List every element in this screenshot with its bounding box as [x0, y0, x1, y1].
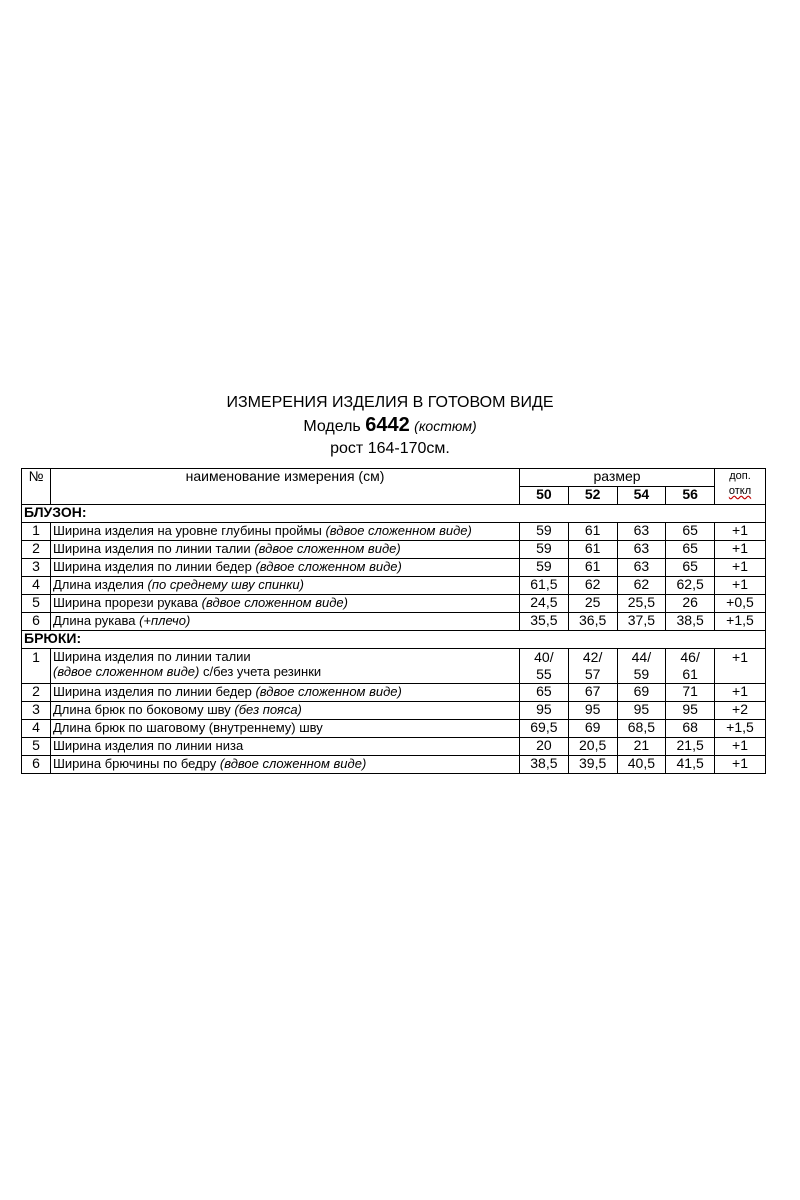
- size-value: [666, 720, 715, 738]
- measurement-hint: (вдвое сложенном виде): [254, 541, 401, 556]
- size-value-line: 61,5: [530, 576, 558, 592]
- size-value: [568, 649, 617, 684]
- size-value-line: 59: [536, 522, 552, 538]
- tolerance-label-2: откл: [728, 485, 752, 497]
- size-value-line: 61: [584, 558, 601, 574]
- size-value: [568, 541, 617, 559]
- size-value: [520, 613, 569, 631]
- size-value-line: 69,5: [530, 719, 558, 735]
- size-value: [666, 684, 715, 702]
- measurement-label: Длина брюк по боковому шву: [53, 702, 231, 717]
- size-value-line: 59: [536, 558, 552, 574]
- size-value: [617, 595, 666, 613]
- col-name-header: наименование измерения (см): [51, 469, 520, 505]
- size-value-line: 63: [633, 522, 650, 538]
- measurement-name: [51, 559, 520, 577]
- measurement-hint: (вдвое сложенном виде): [255, 684, 402, 699]
- measurement-label: Ширина изделия по линии низа: [53, 738, 244, 753]
- tolerance-value: +1: [715, 738, 766, 756]
- table-row: [22, 595, 766, 613]
- table-row: [22, 523, 766, 541]
- size-value-line: 63: [633, 540, 650, 556]
- measurement-label: Ширина прорези рукава: [53, 595, 198, 610]
- size-value: [617, 649, 666, 684]
- measurement-name: [51, 541, 520, 559]
- size-value: [520, 720, 569, 738]
- measurement-label: Длина изделия: [53, 577, 144, 592]
- table-header-row: [22, 469, 766, 487]
- size-value-line: 39,5: [579, 755, 607, 771]
- size-value: [617, 523, 666, 541]
- measurement-label: Ширина брючины по бедру: [53, 756, 217, 771]
- size-value: [520, 541, 569, 559]
- size-value-line: 67: [584, 683, 601, 699]
- size-value: [568, 595, 617, 613]
- table-row: [22, 756, 766, 774]
- row-number: 5: [22, 595, 51, 613]
- measurement-name: [51, 595, 520, 613]
- tolerance-value: +1: [715, 577, 766, 595]
- table-row: [22, 720, 766, 738]
- size-value-line: 61: [584, 540, 601, 556]
- row-number: 6: [22, 756, 51, 774]
- row-number: 5: [22, 738, 51, 756]
- size-value-line: 40,5: [627, 755, 655, 771]
- measurement-hint: (+плечо): [139, 613, 191, 628]
- size-value-line: 69: [633, 683, 650, 699]
- size-value: [666, 595, 715, 613]
- section-row: [22, 631, 766, 649]
- document-header: [0, 392, 780, 460]
- size-52-header: 52: [568, 487, 617, 505]
- size-value-line: 21,5: [676, 737, 704, 753]
- size-value-line: 68,5: [627, 719, 655, 735]
- row-number: 2: [22, 541, 51, 559]
- measurement-hint: (вдвое сложенном виде): [201, 595, 348, 610]
- measurement-hint-tail: с/без учета резинки: [202, 664, 322, 679]
- measurement-hint: (вдвое сложенном виде): [53, 664, 200, 679]
- size-value-line: 69: [584, 719, 601, 735]
- size-value: [520, 702, 569, 720]
- measurement-hint: (вдвое сложенном виде): [219, 756, 367, 771]
- tolerance-value: +1: [715, 684, 766, 702]
- size-value: [666, 613, 715, 631]
- size-value: [617, 756, 666, 774]
- size-value: [666, 541, 715, 559]
- model-note: (костюм): [414, 418, 477, 434]
- size-value-line: 44/: [631, 649, 652, 665]
- size-value: [568, 523, 617, 541]
- size-50-header: 50: [520, 487, 569, 505]
- size-value-line2: 57: [584, 666, 601, 682]
- row-number: 3: [22, 559, 51, 577]
- model-line: [0, 414, 780, 438]
- size-value-line: 36,5: [579, 612, 607, 628]
- tolerance-value: +1,5: [715, 613, 766, 631]
- size-value-line: 24,5: [530, 594, 558, 610]
- measurement-label: Ширина изделия по линии талии: [53, 541, 251, 556]
- size-value-line2: 59: [633, 666, 650, 682]
- size-value-line: 25,5: [627, 594, 655, 610]
- size-value-line: 62,5: [676, 576, 704, 592]
- measurement-name: [51, 577, 520, 595]
- size-value-line: 20,5: [579, 737, 607, 753]
- size-value: [666, 649, 715, 684]
- size-value: [617, 720, 666, 738]
- row-number: 1: [22, 649, 51, 684]
- size-value-line: 40/: [534, 649, 554, 665]
- size-value-line: 26: [682, 594, 698, 610]
- tolerance-value: +1: [715, 559, 766, 577]
- size-value-line: 62: [584, 576, 601, 592]
- size-value: [617, 559, 666, 577]
- col-size-header: размер: [520, 469, 715, 487]
- size-56-header: 56: [666, 487, 715, 505]
- tolerance-value: +1: [715, 649, 766, 684]
- size-value: [666, 559, 715, 577]
- row-number: 3: [22, 702, 51, 720]
- col-number-header: №: [22, 469, 51, 505]
- measurement-label: Длина брюк по шаговому (внутреннему) шву: [53, 720, 323, 735]
- size-value: [520, 577, 569, 595]
- size-value: [568, 613, 617, 631]
- size-value: [520, 738, 569, 756]
- row-number: 4: [22, 577, 51, 595]
- measurement-label: Ширина изделия по линии бедер: [53, 684, 252, 699]
- size-value: [666, 738, 715, 756]
- size-value-line2: 61: [682, 666, 698, 682]
- size-value-line: 65: [682, 522, 698, 538]
- measurement-label: Ширина изделия на уровне глубины проймы: [53, 523, 322, 538]
- tolerance-value: +2: [715, 702, 766, 720]
- table-row: [22, 613, 766, 631]
- size-value: [520, 523, 569, 541]
- size-value-line: 38,5: [530, 755, 558, 771]
- size-value: [568, 559, 617, 577]
- tolerance-label-1: доп.: [729, 470, 751, 482]
- tolerance-value: +1: [715, 523, 766, 541]
- size-value-line: 95: [682, 701, 698, 717]
- size-value-line: 65: [682, 558, 698, 574]
- height-range: рост 164-170см.: [330, 440, 450, 457]
- measurement-table: [21, 468, 766, 774]
- size-value: [520, 649, 569, 684]
- size-value: [568, 577, 617, 595]
- measurement-hint: (без пояса): [234, 702, 302, 717]
- size-value-line: 38,5: [676, 612, 704, 628]
- tolerance-value: +0,5: [715, 595, 766, 613]
- section-title: БРЮКИ:: [22, 631, 766, 649]
- size-value: [568, 720, 617, 738]
- measurement-hint: (вдвое сложенном виде): [325, 523, 472, 538]
- measurement-name: [51, 523, 520, 541]
- table-row: [22, 738, 766, 756]
- model-number: 6442: [365, 414, 410, 436]
- size-value: [568, 756, 617, 774]
- size-value-line: 41,5: [676, 755, 704, 771]
- row-number: 2: [22, 684, 51, 702]
- size-value-line: 95: [584, 701, 601, 717]
- size-value: [520, 595, 569, 613]
- size-value: [520, 684, 569, 702]
- size-value: [520, 756, 569, 774]
- tolerance-value: +1,5: [715, 720, 766, 738]
- measurement-name: [51, 756, 520, 774]
- size-value: [617, 613, 666, 631]
- size-value-line: 95: [536, 701, 552, 717]
- size-value-line: 25: [584, 594, 601, 610]
- table-row: [22, 559, 766, 577]
- size-value: [666, 756, 715, 774]
- table-row: [22, 649, 766, 684]
- size-value-line: 46/: [680, 649, 700, 665]
- table-row: [22, 702, 766, 720]
- size-value-line: 95: [633, 701, 650, 717]
- size-value: [617, 702, 666, 720]
- size-value-line: 71: [682, 683, 698, 699]
- size-value: [617, 738, 666, 756]
- document-title: ИЗМЕРЕНИЯ ИЗДЕЛИЯ В ГОТОВОМ ВИДЕ: [226, 394, 554, 411]
- size-value-line: 65: [536, 683, 552, 699]
- size-value-line: 20: [536, 737, 552, 753]
- measurement-name: [51, 720, 520, 738]
- measurement-name: [51, 702, 520, 720]
- size-value-line: 42/: [582, 649, 603, 665]
- table-row: [22, 541, 766, 559]
- measurement-label: Длина рукава: [53, 613, 136, 628]
- size-value-line: 37,5: [627, 612, 655, 628]
- size-value-line: 35,5: [530, 612, 558, 628]
- row-number: 6: [22, 613, 51, 631]
- measurement-label: Ширина изделия по линии талии: [53, 649, 251, 664]
- measurement-name: [51, 684, 520, 702]
- size-value-line: 63: [633, 558, 650, 574]
- measurement-name: [51, 649, 520, 684]
- size-value: [666, 702, 715, 720]
- size-value: [617, 684, 666, 702]
- size-value: [568, 684, 617, 702]
- section-row: [22, 505, 766, 523]
- tolerance-value: +1: [715, 756, 766, 774]
- row-number: 4: [22, 720, 51, 738]
- table-row: [22, 684, 766, 702]
- size-value: [568, 702, 617, 720]
- size-54-header: 54: [617, 487, 666, 505]
- size-value-line2: 55: [536, 666, 552, 682]
- size-value-line: 61: [584, 522, 601, 538]
- tolerance-value: +1: [715, 541, 766, 559]
- size-value: [568, 738, 617, 756]
- model-prefix: Модель: [303, 418, 361, 435]
- size-value: [520, 559, 569, 577]
- section-title: БЛУЗОН:: [22, 505, 766, 523]
- row-number: 1: [22, 523, 51, 541]
- table-row: [22, 577, 766, 595]
- measurement-hint: (по среднему шву спинки): [147, 577, 304, 592]
- size-value-line: 62: [633, 576, 650, 592]
- measurement-hint: (вдвое сложенном виде): [255, 559, 402, 574]
- col-tolerance-header: [715, 469, 766, 505]
- size-value: [666, 577, 715, 595]
- measurement-label: Ширина изделия по линии бедер: [53, 559, 252, 574]
- size-value: [666, 523, 715, 541]
- size-value-line: 59: [536, 540, 552, 556]
- measurement-name: [51, 738, 520, 756]
- measurement-name: [51, 613, 520, 631]
- size-value-line: 21: [633, 737, 650, 753]
- size-value: [617, 541, 666, 559]
- size-value-line: 68: [682, 719, 698, 735]
- size-value-line: 65: [682, 540, 698, 556]
- size-value: [617, 577, 666, 595]
